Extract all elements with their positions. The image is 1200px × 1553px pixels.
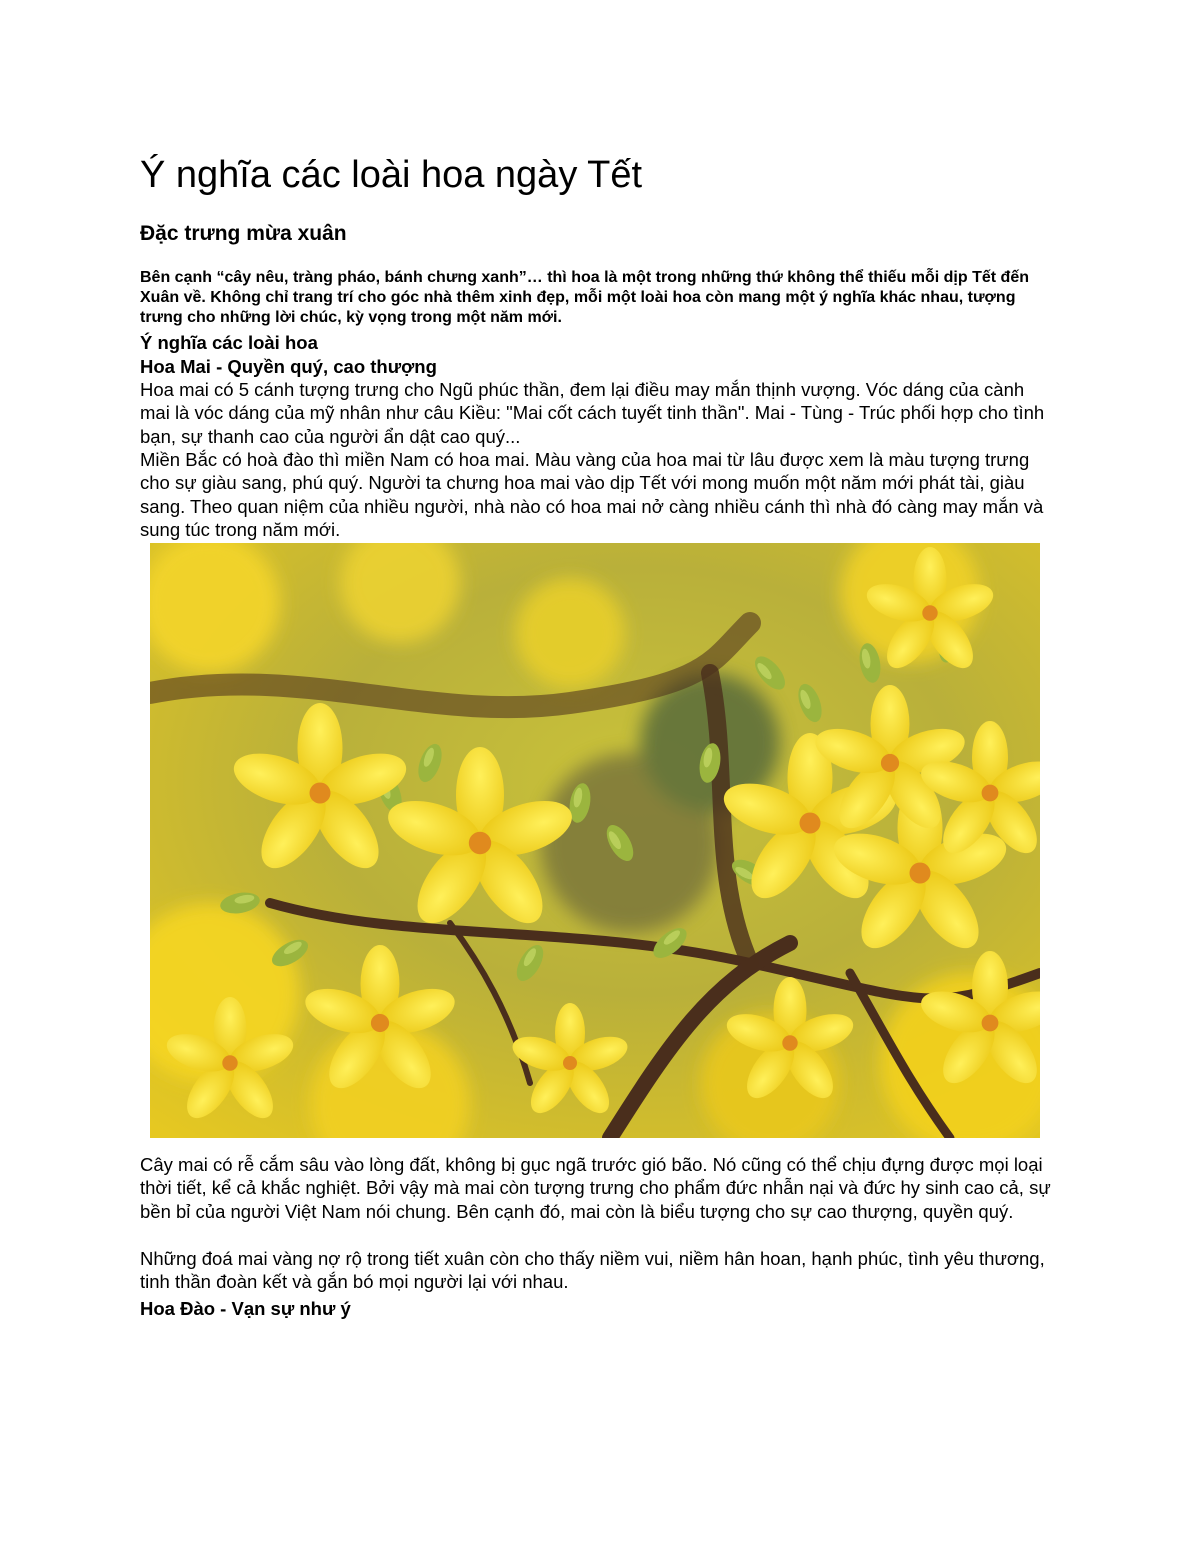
subheading-hoa-dao: Hoa Đào - Vạn sự như ý [140,1298,351,1319]
subheading-meaning: Ý nghĩa các loài hoa [140,332,318,353]
paragraph-mai-wealth: Miền Bắc có hoà đào thì miền Nam có hoa mai. Màu vàng của hoa mai từ lâu được xem là màu tượng trưng cho sự giàu sang, phú quý. Người ta chưng hoa mai vào dịp Tết với mong muốn một năm mới phát tài, giàu sang. Theo quan niệm của nhiều người, nhà nào có hoa mai nở càng nhiều cánh thì nhà đó càng may mắn và sung túc trong năm mới. [140,449,1044,541]
hoa-mai-illustration [150,543,1040,1138]
section-heading: Đặc trưng mừa xuân [140,222,347,245]
page-title: Ý nghĩa các loài hoa ngày Tết [140,154,643,196]
paragraph-mai-joy: Những đoá mai vàng nợ rộ trong tiết xuân còn cho thấy niềm vui, niềm hân hoan, hạnh phúc, tình yêu thương, tinh thần đoàn kết và gắn bó mọi người lại với nhau. [140,1248,1045,1293]
intro-paragraph: Bên cạnh “cây nêu, tràng pháo, bánh chưng xanh”… thì hoa là một trong những thứ không thể thiếu mỗi dịp Tết đến Xuân về. Không chỉ trang trí cho góc nhà thêm xinh đẹp, mỗi một loài hoa còn mang một ý nghĩa khác nhau, tượng trưng cho những lời chúc, kỳ vọng trong một năm mới. [140,269,1029,326]
paragraph-mai-symbolism: Hoa mai có 5 cánh tượng trưng cho Ngũ phúc thần, đem lại điều may mắn thịnh vượng. Vóc dáng của cành mai là vóc dáng của mỹ nhân như câu Kiều: "Mai cốt cách tuyết tinh thần". Mai - Tùng - Trúc phối hợp cho tình bạn, sự thanh cao của người ẩn dật cao quý... [140,379,1045,447]
hoa-mai-photo [150,543,1040,1138]
paragraph-mai-resilience: Cây mai có rễ cắm sâu vào lòng đất, không bị gục ngã trước gió bão. Nó cũng có thể chịu đựng được mọi loại thời tiết, kể cả khắc nghiệt. Bởi vậy mà mai còn tượng trưng cho phẩm đức nhẫn nại và đức hy sinh cao cả, sự bền bỉ của người Việt Nam nói chung. Bên cạnh đó, mai còn là biểu tượng cho sự cao thượng, quyền quý. [140,1154,1051,1222]
subheading-hoa-mai: Hoa Mai - Quyền quý, cao thượng [140,356,437,377]
